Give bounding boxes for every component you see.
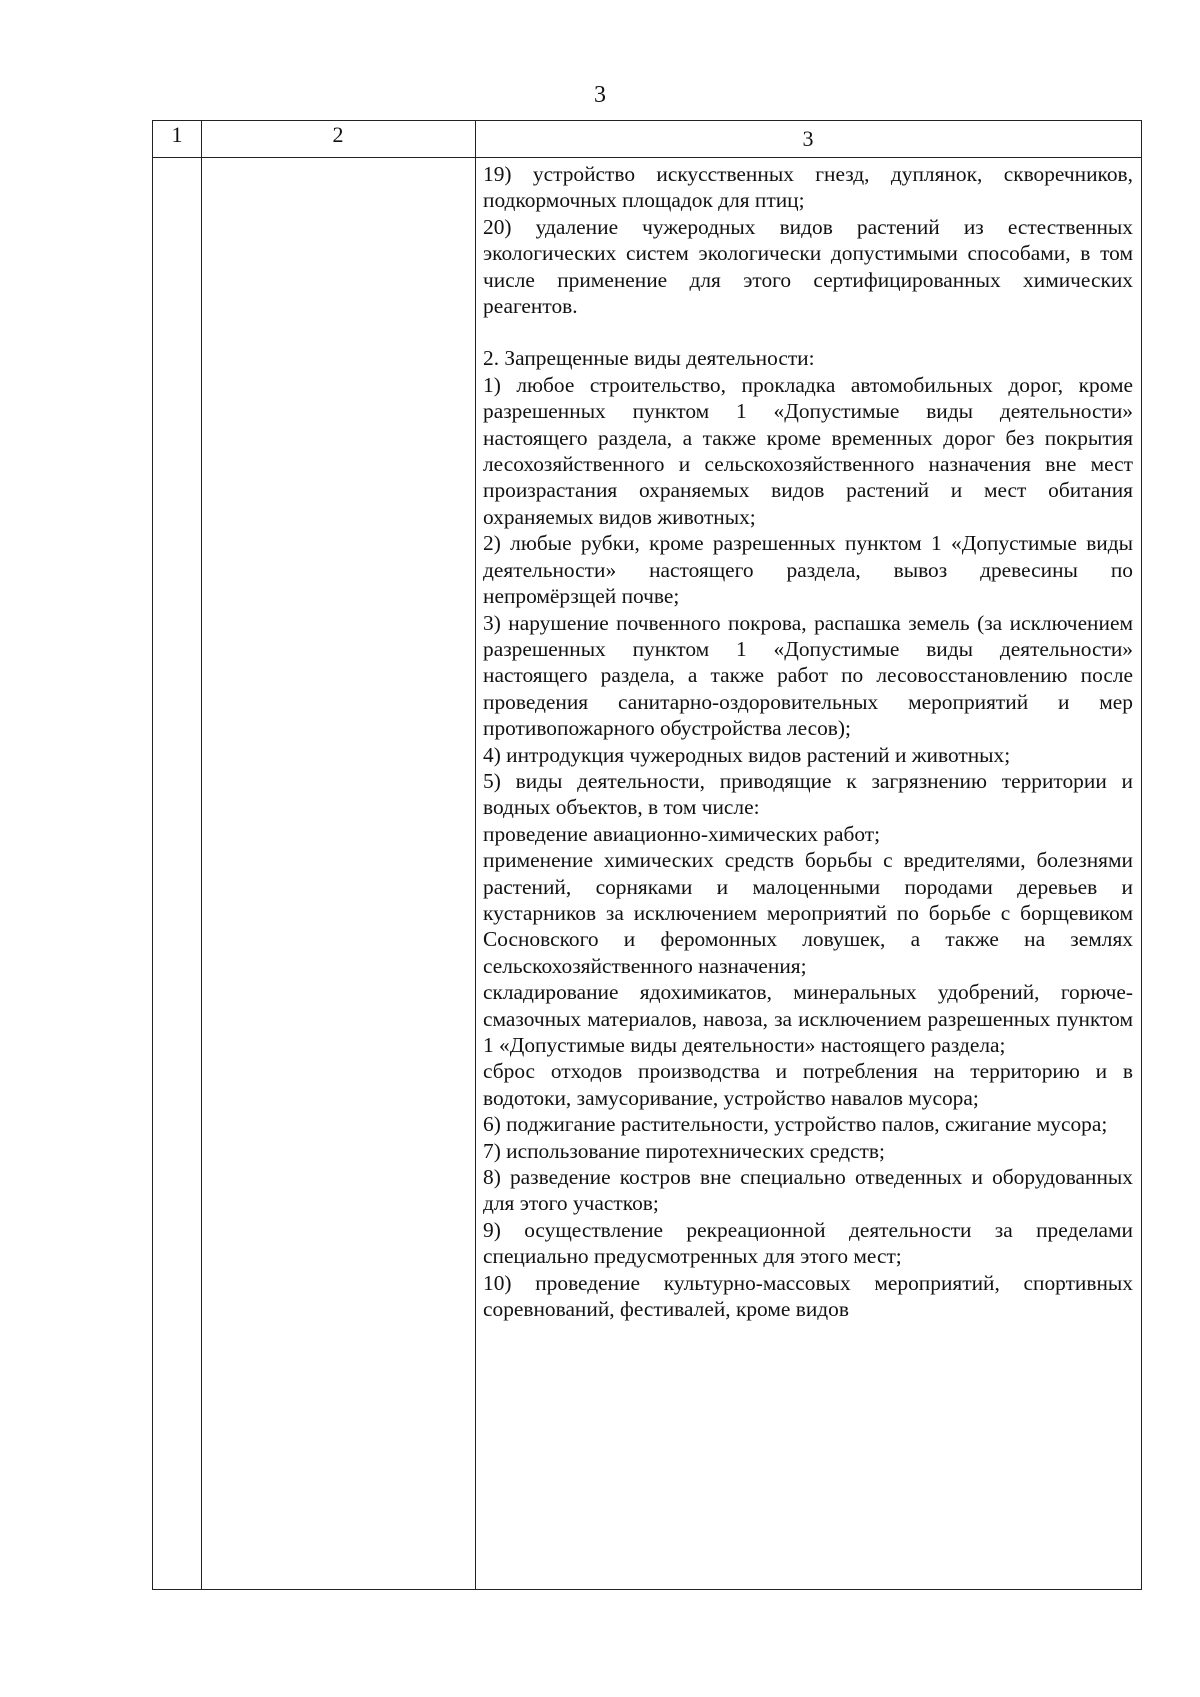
prohibited-item-3: 3) нарушение почвенного покрова, распашка земель (за исключением разрешенных пунктом 1 «Допустимые виды деятельности» настоящего раздела, а также работ по лесовосстановлению после проведения санитарно-оздоровительных мероприятий и мер противопожарного обустройства лесов); xyxy=(483,610,1133,741)
prohibited-item-1: 1) любое строительство, прокладка автомобильных дорог, кроме разрешенных пунктом 1 «Допустимые виды деятельности» настоящего раздела, а также кроме временных дорог без покрытия лесохозяйственного и сельскохозяйственного назначения вне мест произрастания охраняемых видов растений и мест обитания охраняемых видов животных; xyxy=(483,372,1133,529)
prohibited-item-5-sub-4: сброс отходов производства и потребления на территорию и в водотоки, замусоривание, устройство навалов мусора; xyxy=(483,1059,1133,1110)
column-divider-2 xyxy=(475,121,476,1589)
table-header-row xyxy=(153,121,1141,158)
document-table xyxy=(152,120,1142,1590)
prohibited-item-5-sub-1: проведение авиационно-химических работ; xyxy=(483,821,881,846)
column-divider-1 xyxy=(201,121,202,1589)
item-20-paragraph: 20) удаление чужеродных видов растений из естественных экологических систем экологически допустимыми способами, в том числе применение для этого сертифицированных химических реагентов. xyxy=(483,214,1133,319)
prohibited-item-9: 9) осуществление рекреационной деятельности за пределами специально предусмотренных для этого мест; xyxy=(483,1217,1133,1269)
prohibited-item-5-sub-3: складирование ядохимикатов, минеральных удобрений, горюче-смазочных материалов, навоза, за исключением разрешенных пунктом 1 «Допустимые виды деятельности» настоящего раздела; xyxy=(483,980,1133,1057)
prohibited-item-5-sub-2: применение химических средств борьбы с вредителями, болезнями растений, сорняками и малоценными породами деревьев и кустарников за исключением мероприятий по борьбе с борщевиком Сосновского и феромонных ловушек, а также на землях сельскохозяйственного назначения; xyxy=(483,848,1133,978)
header-cell-2: 2 xyxy=(332,122,344,147)
prohibited-item-7: 7) использование пиротехнических средств; xyxy=(483,1138,885,1163)
section-2-heading: 2. Запрещенные виды деятельности: xyxy=(483,346,815,371)
prohibited-item-5: 5) виды деятельности, приводящие к загрязнению территории и водных объектов, в том числе: xyxy=(483,768,1133,820)
page-number: 3 xyxy=(594,82,606,108)
prohibited-item-10: 10) проведение культурно-массовых мероприятий, спортивных соревнований, фестивалей, кроме видов xyxy=(483,1270,1133,1322)
prohibited-item-2: 2) любые рубки, кроме разрешенных пунктом 1 «Допустимые виды деятельности» настоящего раздела, вывоз древесины по непромёрзщей почве; xyxy=(483,531,1133,609)
item-19-paragraph: 19) устройство искусственных гнезд, дуплянок, скворечников, подкормочных площадок для птиц; xyxy=(483,162,1133,213)
prohibited-item-8: 8) разведение костров вне специально отведенных и оборудованных для этого участков; xyxy=(483,1165,1133,1216)
header-cell-1: 1 xyxy=(171,122,183,147)
column-3-content xyxy=(483,161,1133,1322)
prohibited-item-6: 6) поджигание растительности, устройство палов, сжигание мусора; xyxy=(483,1112,1108,1137)
prohibited-item-4: 4) интродукция чужеродных видов растений и животных; xyxy=(483,742,1011,767)
header-cell-3: 3 xyxy=(802,126,814,151)
